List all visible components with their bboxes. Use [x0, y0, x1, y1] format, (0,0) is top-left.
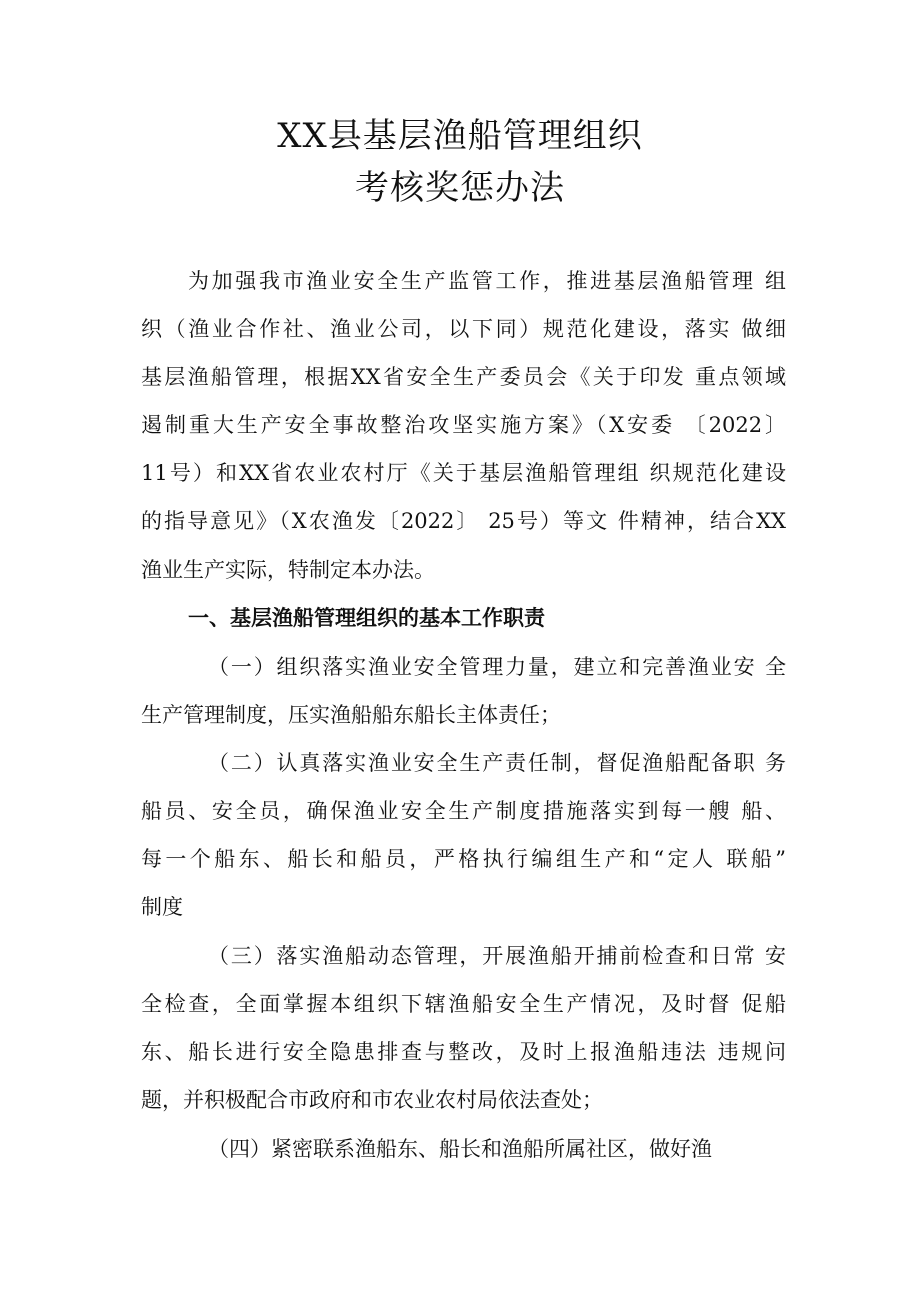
text-line: （一）组织落实渔业安全管理力量，建立和完善渔业安 全: [208, 655, 786, 679]
text-line: （三）落实渔船动态管理，开展渔船开捕前检查和日常 安: [208, 944, 786, 968]
text-line: 的指导意见》（X农渔发〔2022〕 25号）等文 件精神，结合XX: [141, 509, 786, 533]
document-title-line2: 考核奖惩办法: [355, 168, 565, 208]
text-line: 生产管理制度，压实渔船船东船长主体责任；: [141, 703, 561, 727]
text-line: 制度: [141, 895, 183, 919]
text-line: 每一个船东、船长和船员，严格执行编组生产和“定人 联船”: [141, 847, 786, 871]
text-line: 船员、安全员，确保渔业安全生产制度措施落实到每一艘 船、: [141, 799, 786, 823]
document-title-line1: XX县基层渔船管理组织: [277, 116, 643, 156]
section-heading: 一、基层渔船管理组织的基本工作职责: [188, 606, 545, 630]
text-line: （四）紧密联系渔船东、船长和渔船所属社区，做好渔: [208, 1137, 712, 1161]
text-line: 全检查，全面掌握本组织下辖渔船安全生产情况，及时督 促船: [141, 992, 786, 1016]
text-line: 11号）和XX省农业农村厅《关于基层渔船管理组 织规范化建设: [141, 461, 786, 485]
text-line: 东、船长进行安全隐患排查与整改，及时上报渔船违法 违规问: [141, 1040, 786, 1064]
text-line: 为加强我市渔业安全生产监管工作，推进基层渔船管理 组: [188, 269, 786, 293]
text-line: 遏制重大生产安全事故整治攻坚实施方案》（X安委 〔2022〕: [141, 413, 786, 437]
text-line: 基层渔船管理，根据XX省安全生产委员会《关于印发 重点领域: [141, 365, 786, 389]
text-line: 题，并积极配合市政府和市农业农村局依法查处；: [141, 1088, 603, 1112]
text-line: （二）认真落实渔业安全生产责任制，督促渔船配备职 务: [208, 751, 786, 775]
text-line: 渔业生产实际，特制定本办法。: [141, 558, 435, 582]
text-line: 织（渔业合作社、渔业公司，以下同）规范化建设，落实 做细: [141, 317, 786, 341]
